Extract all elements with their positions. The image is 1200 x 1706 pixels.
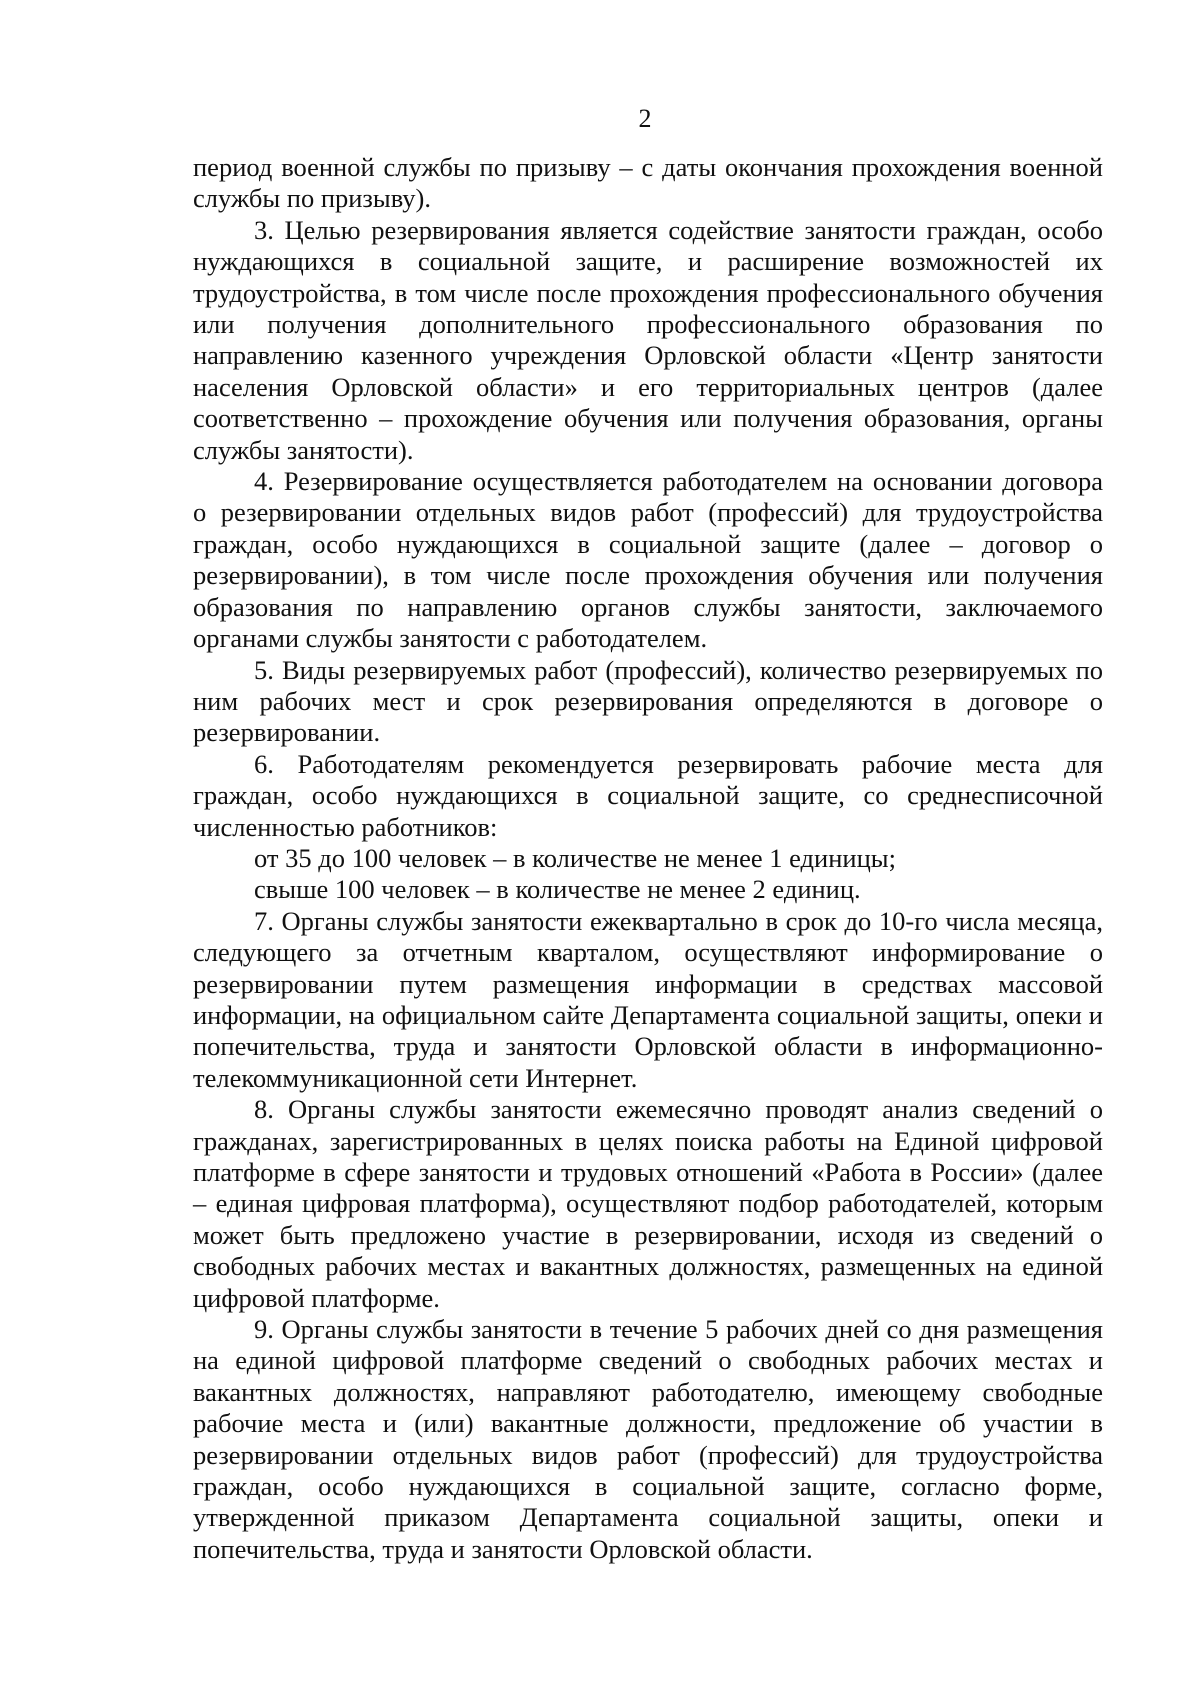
paragraph-item-6: 6. Работодателям рекомендуется резервировать рабочие места для граждан, особо нуждающихся в социальной защите, со среднесписочной численностью работников: — [193, 748, 1103, 842]
paragraph-item-4: 4. Резервирование осуществляется работодателем на основании договора о резервировании отдельных видов работ (профессий) для трудоустройства граждан, особо нуждающихся в социальной защите (далее – договор о резервировании), в том числе после прохождения обучения или получения образования по направлению органов службы занятости, заключаемого органами службы занятости с работодателем. — [193, 466, 1103, 654]
page-number: 2 — [638, 104, 652, 133]
paragraph-item-5: 5. Виды резервируемых работ (профессий), количество резервируемых по ним рабочих мест и срок резервирования определяются в договоре о резервировании. — [193, 654, 1103, 748]
paragraph-item-3: 3. Целью резервирования является содействие занятости граждан, особо нуждающихся в социальной защите, и расширение возможностей их трудоустройства, в том числе после прохождения профессионального обучения или получения дополнительного профессионального образования по направлению казенного учреждения Орловской области «Центр занятости населения Орловской области» и его территориальных центров (далее соответственно – прохождение обучения или получения образования, органы службы занятости). — [193, 214, 1103, 465]
paragraph-item-8: 8. Органы службы занятости ежемесячно проводят анализ сведений о гражданах, зарегистрированных в целях поиска работы на Единой цифровой платформе в сфере занятости и трудовых отношений «Работа в России» (далее – единая цифровая платформа), осуществляют подбор работодателей, которым может быть предложено участие в резервировании, исходя из сведений о свободных рабочих местах и вакантных должностях, размещенных на единой цифровой платформе. — [193, 1094, 1103, 1313]
quota-line-35-100: от 35 до 100 человек – в количестве не менее 1 единицы; — [254, 842, 896, 873]
paragraph-item-9: 9. Органы службы занятости в течение 5 рабочих дней со дня размещения на единой цифровой платформе сведений о свободных рабочих местах и вакантных должностях, направляют работодателю, имеющему свободные рабочие места и (или) вакантные должности, предложение об участии в резервировании отдельных видов работ (профессий) для трудоустройства граждан, особо нуждающихся в социальной защите, согласно форме, утвержденной приказом Департамента социальной защиты, опеки и попечительства, труда и занятости Орловской области. — [193, 1314, 1103, 1564]
quota-line-over-100: свыше 100 человек – в количестве не менее 2 единиц. — [254, 874, 861, 905]
document-body — [193, 152, 1103, 1565]
paragraph-continuation: период военной службы по призыву – с даты окончания прохождения военной службы по призыву). — [193, 152, 1103, 214]
paragraph-item-7: 7. Органы службы занятости ежеквартально в срок до 10-го числа месяца, следующего за отчетным кварталом, осуществляют информирование о резервировании путем размещения информации в средствах массовой информации, на официальном сайте Департамента социальной защиты, опеки и попечительства, труда и занятости Орловской области в информационно-телекоммуникационной сети Интернет. — [193, 905, 1103, 1093]
